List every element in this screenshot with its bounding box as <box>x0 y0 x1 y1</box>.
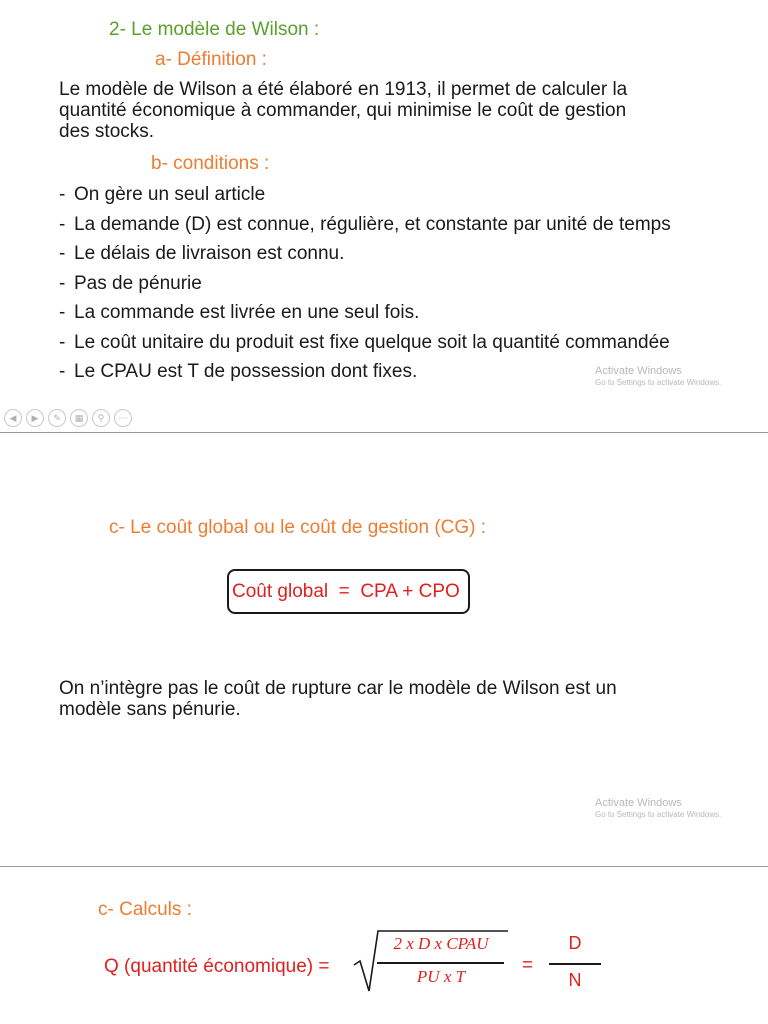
fraction-bar <box>549 963 601 965</box>
activate-windows-watermark: Activate Windows Go to Settings to activate Windows. <box>595 797 722 819</box>
definition-heading: a- Définition : <box>155 49 267 70</box>
sqrt-numerator: 2 x D x CPAU <box>393 934 489 953</box>
zoom-icon[interactable]: ⚲ <box>92 409 110 427</box>
formula-lhs: Q (quantité économique) = <box>104 956 330 977</box>
note-line: On n’intègre pas le coût de rupture car le modèle de Wilson est un <box>59 678 617 699</box>
conditions-heading: b- conditions : <box>151 153 270 174</box>
list-item: - Le délais de livraison est connu. <box>59 243 345 264</box>
more-options-icon[interactable]: ⋯ <box>114 409 132 427</box>
conditions-list <box>59 180 671 387</box>
definition-line: des stocks. <box>59 121 155 142</box>
list-item: - Le CPAU est T de possession dont fixes. <box>59 361 418 382</box>
next-slide-icon[interactable]: ▶ <box>26 409 44 427</box>
equals-sign: = <box>522 955 534 976</box>
definition-line: quantité économique à commander, qui minimise le coût de gestion <box>59 100 627 121</box>
fraction-numerator: D <box>568 933 582 953</box>
slideshow-controls <box>4 409 132 427</box>
note-line: modèle sans pénurie. <box>59 699 241 720</box>
list-item: - La commande est livrée en une seul fois. <box>59 302 420 323</box>
list-item: - Pas de pénurie <box>59 272 202 294</box>
slide-global-cost <box>0 433 768 867</box>
slide-calculations <box>0 867 768 1024</box>
note-paragraph <box>59 678 617 720</box>
fraction-denominator: N <box>568 970 582 990</box>
previous-slide-icon[interactable]: ◀ <box>4 409 22 427</box>
definition-paragraph <box>59 79 627 142</box>
calculations-heading: c- Calculs : <box>98 899 192 920</box>
global-cost-formula-box: Coût global = CPA + CPO <box>227 569 470 614</box>
sqrt-fraction-bar <box>377 962 504 964</box>
list-item: - La demande (D) est connue, régulière, et constante par unité de temps <box>59 213 671 235</box>
list-item: - On gère un seul article <box>59 184 266 205</box>
slides-grid-icon[interactable]: ▦ <box>70 409 88 427</box>
list-item: - Le coût unitaire du produit est fixe quelque soit la quantité commandée <box>59 331 670 353</box>
activate-windows-watermark: Activate Windows Go to Settings to activate Windows. <box>595 365 722 387</box>
slide-wilson-model <box>0 0 768 433</box>
definition-line: Le modèle de Wilson a été élaboré en 1913, il permet de calculer la <box>59 79 628 100</box>
section-title: 2- Le modèle de Wilson : <box>109 19 320 40</box>
global-cost-heading: c- Le coût global ou le coût de gestion (CG) : <box>109 517 487 538</box>
pen-icon[interactable]: ✎ <box>48 409 66 427</box>
sqrt-denominator: PU x T <box>416 967 466 986</box>
